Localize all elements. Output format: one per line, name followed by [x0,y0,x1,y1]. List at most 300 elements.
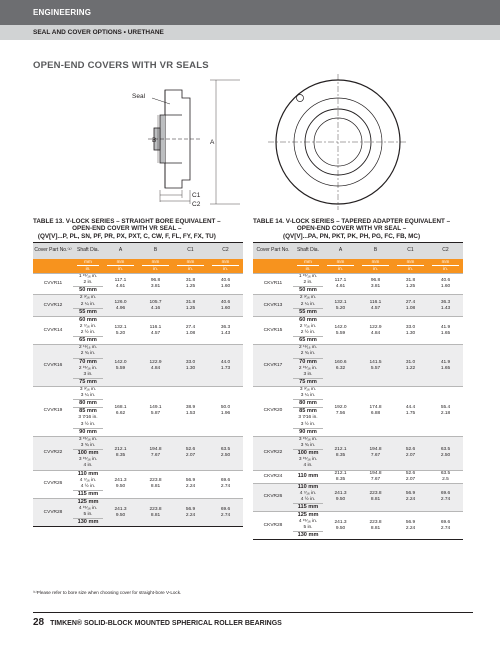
dim-c2-in: 1.43 [220,330,231,336]
subheader-title: SEAL AND COVER OPTIONS • URETHANE [33,29,164,36]
shaft-value: 1 ¹⁵⁄₁₆ in. [298,274,318,279]
table-row [253,345,463,387]
units-part [253,259,293,274]
dim-c1-mm: 52.6 [405,447,416,453]
shaft-value: 4 in. [303,463,313,469]
table-row [253,470,463,483]
shaft-value: 50 mm [73,286,103,294]
shaft-value: 3 ¼ in. [80,393,96,399]
shaft-value: 3 ¾ in. [80,443,96,449]
dim-a-in: 6.32 [335,365,346,371]
table-row [33,387,243,437]
dim-a-mm: 212.1 [334,470,347,476]
unit-mm: mm [432,259,459,266]
table-row [33,470,243,498]
unit-mm: mm [212,259,239,266]
header-c1: C1 [393,243,428,259]
cover-part-no: CVVR14 [33,316,73,344]
dim-c2-mm: 36.3 [220,324,231,330]
shaft-value: 4 ½ in. [80,483,96,489]
shaft-value: 130 mm [73,518,103,526]
table-row [33,499,243,527]
dim-a [103,295,138,316]
dim-b-in: 7.67 [150,453,161,459]
dim-b [358,295,393,316]
dim-b-in: 4.57 [150,330,161,336]
dim-a-mm: 117.1 [334,278,347,284]
dim-c1-in: 1.08 [405,305,416,311]
shaft-dia [73,436,103,470]
page-footer [33,617,282,628]
shaft-value: 2 ½ in. [80,330,96,336]
dim-b [358,512,393,540]
shaft-value: 85 mm [73,407,103,415]
dim-b-in: 8.81 [150,512,161,518]
dim-c2-mm: 69.6 [440,491,451,497]
shaft-value: 70 mm [293,358,323,366]
cover-part-no: CVVR16 [33,345,73,387]
dim-b-mm: 194.8 [149,447,162,453]
dim-c2-in: 1.96 [220,411,231,417]
dim-b-in: 4.16 [150,305,161,311]
dim-c1-mm: 31.8 [185,278,196,284]
unit-mm: mm [297,259,319,266]
dim-c2-in: 2.50 [440,453,451,459]
shaft-dia [293,295,323,316]
shaft-value: 5 in. [83,512,93,518]
dim-c2-mm: 69.6 [440,519,451,525]
dim-b-mm: 194.8 [369,447,382,453]
dim-c1 [173,295,208,316]
dim-a-in: 5.59 [335,330,346,336]
dim-b [358,436,393,470]
dim-a [323,470,358,483]
dim-c1-in: 1.22 [405,365,416,371]
dim-a-in: 8.35 [335,453,346,459]
dim-c1 [173,499,208,527]
shaft-value: 3 ¾ in. [300,443,316,449]
shaft-value: 4 in. [83,463,93,469]
shaft-dia [73,274,103,295]
shaft-dia [293,436,323,470]
dim-c1 [173,387,208,437]
dim-c2 [428,436,463,470]
shaft-value: 125 mm [297,512,319,519]
dim-c1 [173,345,208,387]
unit-in: in. [408,266,413,272]
dim-b-in: 7.67 [370,453,381,459]
dim-c2 [208,470,243,498]
dim-c1 [393,483,428,511]
dim-a-mm: 168.1 [114,405,127,411]
shaft-value: 3 ¹⁵⁄₁₆ in. [298,457,318,463]
shaft-value: 4 ½ in. [300,496,316,502]
dim-c2 [208,499,243,527]
dim-c1-mm: 56.9 [185,478,196,484]
units-c2 [428,259,463,274]
dim-c1 [393,274,428,295]
dim-c2 [208,274,243,295]
table-row [253,483,463,511]
dim-b-mm: 122.9 [149,359,162,365]
dim-a-mm: 142.0 [334,324,347,330]
dim-b-mm: 141.5 [369,359,382,365]
dim-b-in: 5.57 [370,365,381,371]
dim-a [323,483,358,511]
subheader-bar [0,25,500,40]
dim-c1-mm: 52.6 [185,447,196,453]
shaft-value: 3 7⁄16 in. [78,415,98,421]
shaft-value: 3 ¹⁵⁄₁₆ in. [78,436,98,442]
dim-a-in: 9.50 [115,484,126,490]
dim-c2-in: 1.65 [440,365,451,371]
header-b: B [358,243,393,259]
cover-part-no: CKVR11 [253,274,293,295]
dim-a [103,470,138,498]
dim-a-in: 4.96 [115,305,126,311]
dim-c2-mm: 36.3 [440,299,451,305]
dim-c1-in: 1.08 [185,330,196,336]
dim-c1-in: 1.25 [405,284,416,290]
dim-c2-mm: 69.6 [220,478,231,484]
dim-a-mm: 117.1 [114,278,127,284]
cover-part-no: CKVR26 [253,483,293,511]
units-c2 [208,259,243,274]
cover-part-no: CVVR12 [33,295,73,316]
shaft-value: 110 mm [77,470,99,477]
shaft-value: 3 7⁄16 in. [298,415,318,421]
cover-part-no: CKVR20 [253,387,293,437]
dim-c2-mm: 55.4 [440,405,451,411]
table-row [33,436,243,470]
shaft-value: 2 ¹⁵⁄₁₆ in. [78,365,98,371]
dim-c1-mm: 27.4 [405,299,416,305]
dim-b [358,470,393,483]
unit-mm: mm [142,259,169,266]
dim-c1-in: 1.25 [185,305,196,311]
dim-a [323,274,358,295]
table-row [253,512,463,540]
dim-a-in: 4.61 [115,284,126,290]
header-c2: C2 [208,243,243,259]
dim-b [138,295,173,316]
dim-a [103,387,138,437]
header-c2: C2 [428,243,463,259]
dim-a-in: 6.62 [115,411,126,417]
shaft-value: 3 in. [303,371,313,377]
unit-in: in. [188,266,193,272]
dim-c1-in: 2.24 [185,484,196,490]
cover-drawing [120,70,420,210]
dim-b-mm: 96.8 [370,278,381,284]
dim-a-mm: 241.3 [334,491,347,497]
shaft-value: 2 ⁷⁄₁₆ in. [299,323,317,329]
dim-c1-mm: 56.9 [405,491,416,497]
units-shaft [73,259,103,274]
header-bar [0,0,500,25]
shaft-value: 2 ¼ in. [300,301,316,307]
unit-in: in. [338,266,343,272]
shaft-value: 4 ¹⁵⁄₁₆ in. [78,506,98,512]
shaft-value: 4 ⁷⁄₁₆ in. [79,477,97,483]
shaft-value: 50 mm [293,286,323,294]
dim-c2 [428,274,463,295]
shaft-dia [293,345,323,387]
dim-c2-in: 1.60 [220,284,231,290]
shaft-dia [73,345,103,387]
header-shaft: Shaft Dia. [293,243,323,259]
dim-b [358,316,393,344]
shaft-value: 4 ¹⁵⁄₁₆ in. [298,519,318,525]
dim-c2-mm: 69.6 [220,506,231,512]
shaft-value: 125 mm [77,499,99,506]
shaft-value: 110 mm [297,473,319,480]
shaft-value: 3 ¼ in. [300,393,316,399]
shaft-dia [293,274,323,295]
unit-mm: mm [107,259,134,266]
dim-c2-label: C2 [192,201,201,208]
dim-c1 [393,512,428,540]
dim-b-mm: 116.1 [369,299,382,305]
dim-c2-in: 2.5 [442,476,449,482]
dim-b-mm: 223.8 [149,506,162,512]
dim-a-in: 4.61 [335,284,346,290]
shaft-value: 2 ¹¹⁄₁₆ in. [79,345,97,351]
section-title: OPEN-END COVERS WITH VR SEALS [33,60,209,71]
cover-part-no: CVVR22 [33,436,73,470]
cover-part-no: CKVR24 [253,470,293,483]
shaft-value: 2 ¹¹⁄₁₆ in. [299,345,317,351]
shaft-value: 3 ½ in. [80,421,96,427]
shaft-value: 2 in. [83,280,93,286]
dim-b-label: B [152,137,157,144]
dim-c2-mm: 40.6 [220,299,231,305]
shaft-value: 100 mm [293,449,323,457]
shaft-value: 65 mm [293,336,323,344]
shaft-value: 2 ¾ in. [300,351,316,357]
header-title: ENGINEERING [33,8,92,17]
shaft-value: 2 ¼ in. [80,301,96,307]
dim-c1 [393,345,428,387]
dim-a-mm: 142.0 [114,359,127,365]
dim-a-in: 8.35 [115,453,126,459]
dim-c2-in: 2.74 [220,484,231,490]
dim-c2-mm: 44.0 [220,359,231,365]
cover-part-no: CKVR13 [253,295,293,316]
cover-part-no: CVVR28 [33,499,73,527]
shaft-value: 130 mm [293,531,323,539]
dim-b-mm: 174.8 [369,405,382,411]
dim-b-mm: 149.1 [149,405,162,411]
shaft-value: 90 mm [293,428,323,436]
dim-c2-in: 2.74 [440,497,451,503]
shaft-value: 3 in. [83,371,93,377]
shaft-value: 80 mm [293,399,323,407]
shaft-value: 2 ⁷⁄₁₆ in. [79,323,97,329]
cover-part-no: CVVR11 [33,274,73,295]
dim-c2 [428,483,463,511]
table-row [253,316,463,344]
shaft-value: 55 mm [73,308,103,316]
dim-b [358,387,393,437]
dim-c1-in: 2.24 [405,497,416,503]
cover-part-no: CVVR26 [33,470,73,498]
cover-part-no: CKVR28 [253,512,293,540]
units-b [358,259,393,274]
dim-a [323,345,358,387]
dim-a [103,499,138,527]
dim-c1-mm: 31.8 [185,299,196,305]
table13 [33,242,243,527]
dim-a-in: 9.50 [335,525,346,531]
dim-c1-mm: 44.4 [405,405,416,411]
dim-c2-mm: 40.6 [440,278,451,284]
shaft-value: 2 ³⁄₁₆ in. [79,295,97,301]
table-row [253,274,463,295]
dim-b [138,345,173,387]
unit-in: in. [153,266,158,272]
dim-c2-in: 1.73 [220,365,231,371]
shaft-value: 2 ¹⁵⁄₁₆ in. [298,365,318,371]
dim-a-in: 5.20 [335,305,346,311]
unit-mm: mm [362,259,389,266]
dim-b-in: 6.88 [370,411,381,417]
dim-b-in: 8.81 [370,525,381,531]
table-row [33,345,243,387]
unit-in: in. [223,266,228,272]
table13-caption-line3: (QV[V]...P, PL, SN, PF, PR, PX, PXT, C, CW, F, FL, FY, FX, TU) [37,232,216,240]
dim-b-mm: 223.8 [369,519,382,525]
dim-a-mm: 241.3 [114,478,127,484]
shaft-value: 55 mm [293,308,323,316]
units-part [33,259,73,274]
dim-c2 [208,295,243,316]
table13-caption-line2: OPEN-END COVER WITH VR SEAL – [72,225,182,233]
seal-label: Seal [132,93,146,100]
shaft-value: 70 mm [73,358,103,366]
table-row [253,295,463,316]
dim-c1-in: 1.30 [185,365,196,371]
cover-part-no: CKVR22 [253,436,293,470]
dim-c1-mm: 56.9 [405,519,416,525]
dim-b-in: 4.84 [370,330,381,336]
shaft-value: 3 ½ in. [300,421,316,427]
shaft-value: 2 ¾ in. [80,351,96,357]
table13-caption [33,218,221,240]
units-shaft [293,259,323,274]
table14-caption [253,218,450,240]
shaft-dia [293,470,323,483]
dim-c1-in: 2.24 [185,512,196,518]
unit-mm: mm [77,259,99,266]
dim-b-mm: 116.1 [149,324,162,330]
dim-b-mm: 105.7 [149,299,162,305]
dim-a [323,512,358,540]
dim-b-in: 3.81 [370,284,381,290]
shaft-dia [293,512,323,540]
dim-a-mm: 192.0 [334,405,347,411]
dim-c1-mm: 31.8 [405,278,416,284]
dim-b [138,387,173,437]
dim-a-label: A [210,139,215,146]
dim-b-in: 4.84 [150,365,161,371]
dim-a [323,295,358,316]
shaft-dia [73,470,103,498]
unit-in: in. [118,266,123,272]
unit-in: in. [85,266,91,272]
dim-c1 [173,316,208,344]
dim-c2 [428,316,463,344]
header-c1: C1 [173,243,208,259]
dim-a-mm: 241.3 [114,506,127,512]
dim-c2-in: 1.60 [220,305,231,311]
dim-c1 [173,436,208,470]
dim-c1-mm: 27.4 [185,324,196,330]
dim-c1 [393,295,428,316]
table14 [253,242,463,540]
dim-c1-in: 1.75 [405,411,416,417]
table13-footnote: ⁽¹⁾Please refer to bore size when choosing cover for straight-bore V-Lock. [33,590,182,595]
dim-a [103,274,138,295]
units-c1 [173,259,208,274]
cover-part-no: CKVR17 [253,345,293,387]
dim-b [138,470,173,498]
dim-c1-mm: 33.0 [405,324,416,330]
table-row [253,436,463,470]
table-row [33,316,243,344]
shaft-value: 3 ³⁄₁₆ in. [79,387,97,393]
dim-c2-in: 1.43 [440,305,451,311]
dim-a-mm: 126.0 [114,299,127,305]
dim-c1-mm: 33.0 [185,359,196,365]
shaft-value: 2 in. [303,280,313,286]
table13-caption-line1: TABLE 13. V-LOCK SERIES – STRAIGHT BORE EQUIVALENT – [33,218,221,225]
shaft-value: 65 mm [73,336,103,344]
shaft-dia [73,387,103,437]
dim-c2 [428,387,463,437]
dim-b-mm: 223.8 [369,491,382,497]
dim-c2-mm: 40.6 [220,278,231,284]
table14-caption-line3: (QV[V]...PA, PN, PKT, PK, PH, PG, FC, FB, MC) [283,232,421,240]
dim-b-in: 5.87 [150,411,161,417]
dim-c2 [428,345,463,387]
header-shaft: Shaft Dia. [73,243,103,259]
shaft-value: 3 ³⁄₁₆ in. [299,387,317,393]
unit-in: in. [443,266,448,272]
dim-a-in: 5.59 [115,365,126,371]
shaft-dia [293,483,323,511]
shaft-value: 2 ½ in. [300,330,316,336]
dim-c2 [428,512,463,540]
unit-mm: mm [327,259,354,266]
shaft-dia [73,499,103,527]
dim-c2 [208,316,243,344]
dim-c2-mm: 63.5 [220,447,231,453]
shaft-value: 5 in. [303,525,313,531]
dim-a-mm: 212.1 [334,447,347,453]
dim-b-mm: 96.8 [150,278,161,284]
cover-part-no: CKVR15 [253,316,293,344]
dim-c2-in: 1.65 [440,330,451,336]
shaft-dia [73,316,103,344]
dim-c2-in: 2.18 [440,411,451,417]
shaft-value: 3 ¹⁵⁄₁₆ in. [298,436,318,442]
table-row [33,274,243,295]
dim-c1-in: 2.07 [405,476,416,482]
shaft-dia [293,387,323,437]
dim-c1 [393,436,428,470]
dim-a-mm: 212.1 [114,447,127,453]
